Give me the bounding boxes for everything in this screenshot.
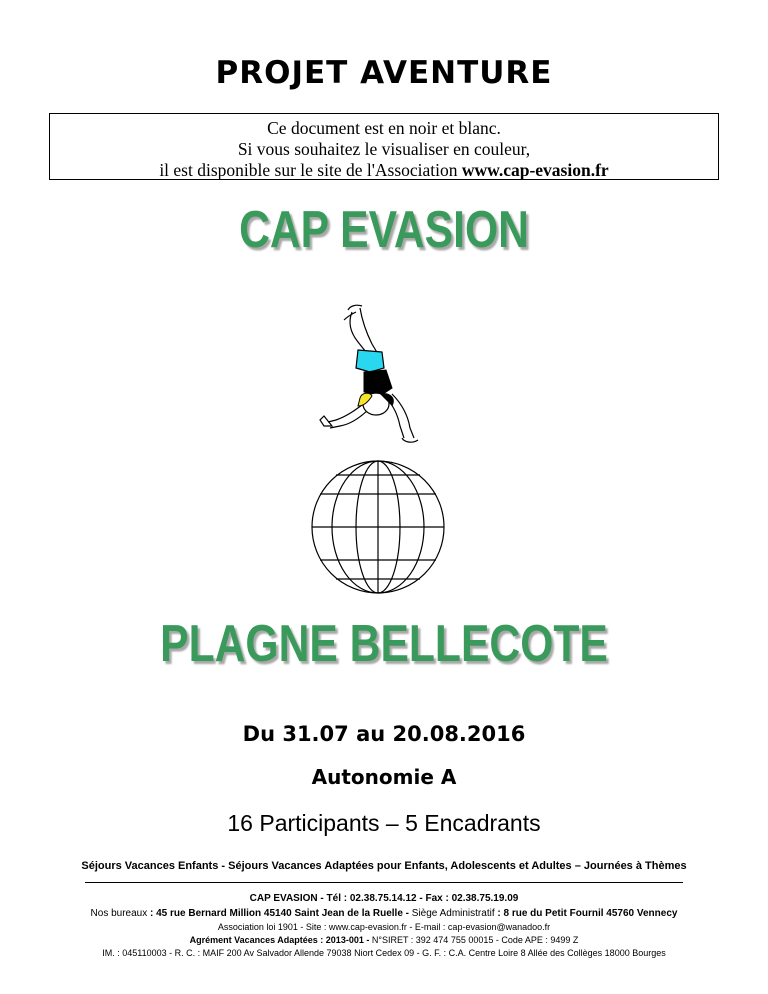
stay-dates: Du 31.07 au 20.08.2016 (242, 722, 526, 746)
autonomy-level: Autonomie A (311, 765, 457, 789)
notice-line-2: Si vous souhaitez le visualiser en couleur, (237, 139, 531, 159)
agrement-label: Agrément Vacances Adaptées : 2013-001 - (189, 935, 372, 945)
shorts-icon (356, 350, 384, 372)
footer-contact: CAP EVASION - Tél : 02.38.75.14.12 - Fax : 02.38.75.19.09 (249, 893, 519, 904)
organization-name: CAP EVASION (239, 201, 529, 259)
document-title: PROJET AVENTURE (215, 55, 553, 91)
notice-line-1: Ce document est en noir et blanc. (267, 118, 501, 138)
color-notice-box (49, 113, 719, 180)
offices-address: : 45 rue Bernard Million 45140 Saint Jean de la Ruelle - (150, 908, 412, 919)
participants-count: 16 Participants – 5 Encadrants (227, 810, 541, 836)
footer-agrement (0, 935, 768, 945)
notice-line-3 (50, 160, 718, 181)
offices-hq-label: Siège Administratif (411, 908, 498, 919)
website-link[interactable]: www.cap-evasion.fr (461, 160, 609, 180)
footer-services: Séjours Vacances Enfants - Séjours Vacances Adaptées pour Enfants, Adolescents et Adultes – Journées à Thèmes (81, 860, 687, 872)
offices-hq-address: : 8 rue du Petit Fournil 45760 Vennecy (497, 908, 678, 919)
footer-association: Association loi 1901 - Site : www.cap-evasion.fr - E-mail : cap-evasion@wanadoo.fr (217, 922, 551, 932)
agrement-rest: N°SIRET : 392 474 755 00015 - Code APE : 9499 Z (371, 935, 579, 945)
footer-divider (85, 882, 683, 883)
footer-legal: IM. : 045110003 - R. C. : MAIF 200 Av Salvador Allende 79038 Niort Cedex 09 - G. F. : C.A. Centre Loire 8 Allée des Collèges 18000 Bourges (102, 948, 666, 958)
offices-label: Nos bureaux (90, 908, 151, 919)
notice-line-3-text: il est disponible sur le site de l'Association (159, 160, 462, 180)
destination-name: PLAGNE BELLECOTE (160, 615, 608, 673)
shirt-icon (364, 370, 392, 396)
globe-icon (312, 461, 444, 593)
footer-offices (0, 908, 768, 919)
acrobat-globe-logo (300, 298, 455, 610)
